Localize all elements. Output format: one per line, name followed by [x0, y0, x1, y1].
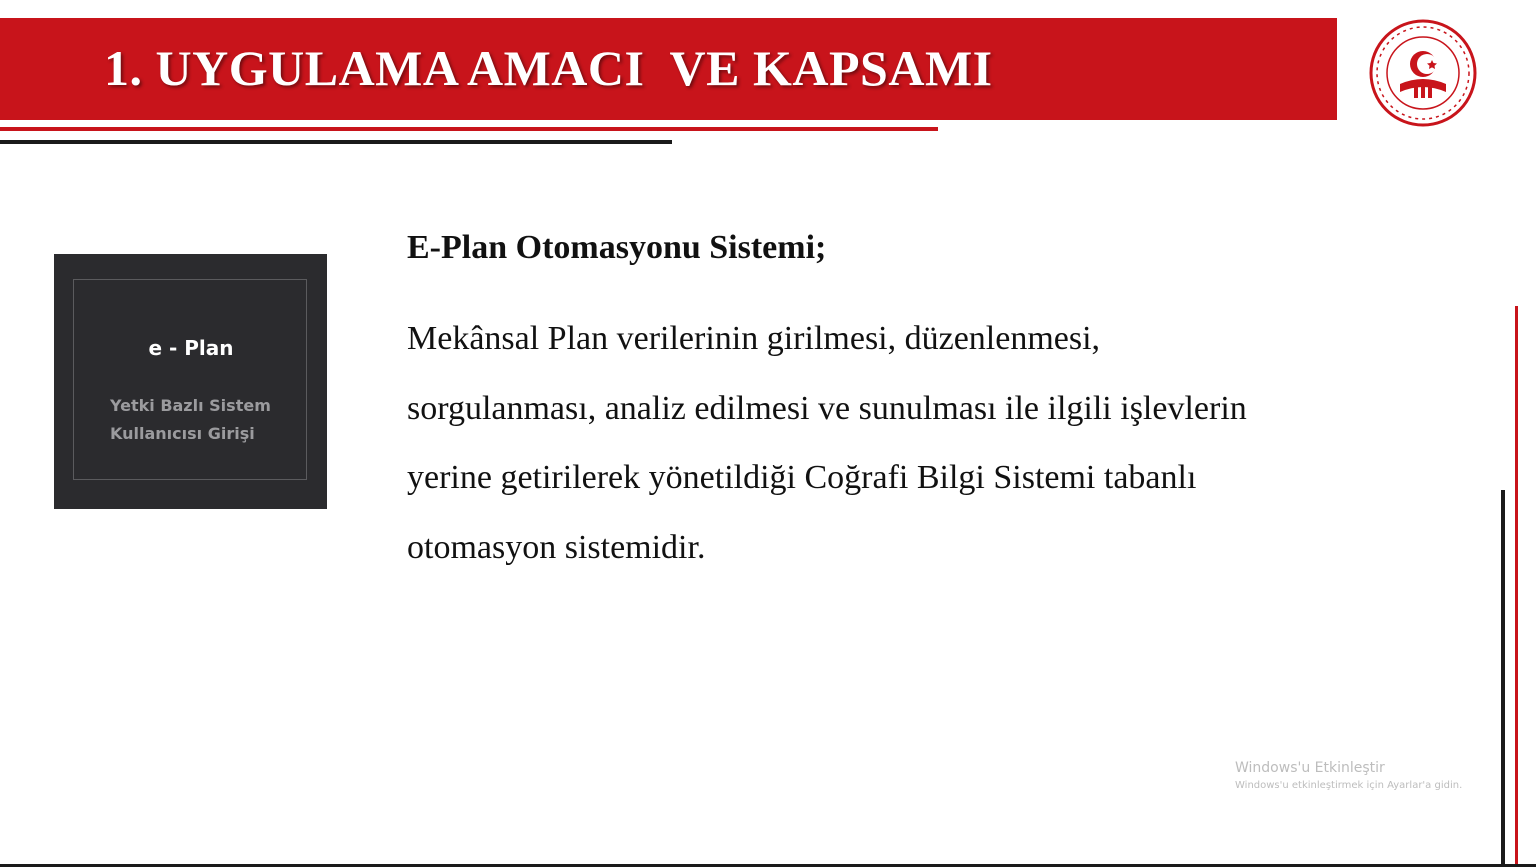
watermark-subtitle: Windows'u etkinleştirmek için Ayarlar'a gidin. [1235, 780, 1463, 791]
right-accent-line-red [1515, 306, 1518, 867]
eplan-card-subtitle: Yetki Bazlı Sistem Kullanıcısı Girişi [110, 396, 271, 443]
title-underline-red [0, 127, 938, 131]
slide-title: 1. UYGULAMA AMACI VE KAPSAMI [104, 40, 993, 96]
eplan-card-name: e - Plan [148, 336, 234, 360]
watermark-title: Windows'u Etkinleştir [1235, 760, 1385, 776]
content-heading: E-Plan Otomasyonu Sistemi; [407, 229, 827, 266]
eplan-card-frame [73, 279, 307, 480]
content-body: Mekânsal Plan verilerinin girilmesi, düzenlenmesi, sorgulanması, analiz edilmesi ve sunulması ile ilgili işlevlerin yerine getirilerek yönetildiği Coğrafi Bilgi Sistemi tabanlı otomasyon sistemidir. [407, 320, 1247, 566]
title-underline-black [0, 140, 672, 144]
ministry-emblem-icon [1368, 18, 1478, 128]
windows-activation-watermark [1235, 758, 1462, 794]
right-accent-line-black [1501, 490, 1505, 867]
eplan-login-card[interactable] [54, 254, 327, 509]
